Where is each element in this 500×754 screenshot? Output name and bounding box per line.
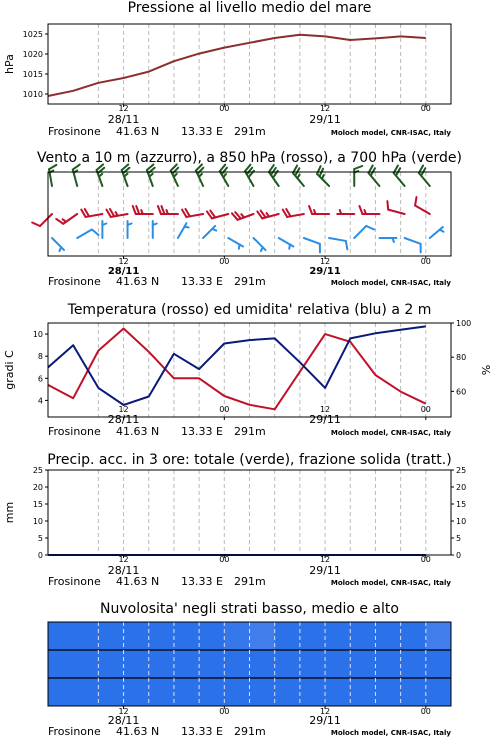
wind-barb	[52, 238, 64, 251]
cloud-cell	[199, 622, 225, 650]
location-lon: 13.33 E	[181, 575, 223, 588]
cloud-cell	[401, 622, 427, 650]
wind-barb	[158, 206, 178, 214]
cloud-cell	[98, 622, 124, 650]
cloud-cell	[325, 678, 351, 706]
wind-barb	[354, 226, 374, 238]
barb-feather	[340, 210, 342, 214]
wind-barb	[430, 227, 444, 238]
cloud-cell	[275, 678, 301, 706]
cloud-cell	[124, 678, 150, 706]
barb-feather	[297, 175, 299, 179]
cloud-cell	[300, 622, 326, 650]
barb-staff	[329, 238, 346, 241]
y-tick-label: 10	[33, 330, 43, 339]
wind-barb	[178, 223, 189, 238]
wind-barb	[122, 164, 130, 186]
wind-barb	[394, 166, 405, 186]
barb-feather	[128, 224, 132, 226]
barb-staff	[430, 227, 443, 238]
barb-feather	[364, 210, 366, 214]
barb-feather	[153, 224, 157, 226]
cloud-cell	[375, 622, 401, 650]
y-axis-label: mm	[3, 502, 16, 523]
x-tick-label: 12	[118, 555, 128, 564]
x-tick-label: 00	[421, 707, 431, 716]
wind-barb	[97, 164, 105, 186]
location-name: Frosinone	[48, 125, 101, 138]
y-tick-label: 1015	[23, 70, 43, 79]
wind-barbs-10-m	[52, 221, 443, 252]
y2-axis-label: %	[480, 365, 493, 375]
barb-feather	[320, 169, 324, 177]
wind-barbs-850-hPa	[32, 197, 430, 226]
y-tick-label: 1025	[23, 30, 43, 39]
cloud-cell	[73, 622, 99, 650]
wind-barb	[228, 238, 243, 249]
wind-barb	[203, 226, 216, 238]
y2-tick-label: 80	[456, 353, 466, 362]
credit-label: Moloch model, CNR-ISAC, Italy	[331, 279, 452, 287]
cloud-cell	[149, 678, 175, 706]
x-tick-label: 12	[320, 257, 330, 266]
location-alt: 291m	[234, 125, 266, 138]
y-tick-label: 4	[38, 396, 43, 405]
cloud-cell	[73, 678, 99, 706]
wind-barb	[317, 166, 329, 186]
barb-feather	[239, 245, 240, 249]
location-lon: 13.33 E	[181, 125, 223, 138]
date-label: 28/11	[108, 113, 140, 126]
y-tick-label: 5	[38, 534, 43, 543]
barb-feather	[102, 224, 106, 226]
x-tick-label: 00	[219, 555, 229, 564]
cloud-cell	[98, 650, 124, 678]
wind-barb	[254, 238, 266, 251]
chart-title: Vento a 10 m (azzurro), a 850 hPa (rosso), a 700 hPa (verde)	[37, 150, 462, 166]
x-tick-label: 12	[118, 257, 128, 266]
location-name: Frosinone	[48, 275, 101, 288]
y2-tick-label: 15	[456, 500, 466, 509]
barb-feather	[387, 201, 388, 210]
cloud-cell	[48, 678, 74, 706]
pressure-line	[48, 35, 426, 96]
y-tick-label: 1020	[23, 50, 43, 59]
x-tick-label: 00	[219, 257, 229, 266]
x-tick-label: 12	[118, 707, 128, 716]
wind-barb	[304, 238, 320, 252]
x-tick-label: 00	[219, 104, 229, 113]
barb-feather	[359, 206, 362, 214]
location-alt: 291m	[234, 725, 266, 738]
wind-barb	[56, 214, 77, 224]
barb-feather	[212, 229, 216, 231]
barb-staff	[254, 238, 266, 250]
cloud-cell	[250, 678, 276, 706]
y-tick-label: 25	[33, 466, 43, 475]
barb-feather	[314, 210, 316, 214]
wind-barb	[196, 164, 203, 186]
wind-barb	[128, 221, 132, 238]
wind-barb	[329, 238, 347, 249]
cloud-cell	[350, 678, 376, 706]
barb-feather	[92, 230, 99, 235]
y2-tick-label: 60	[456, 387, 466, 396]
location-alt: 291m	[234, 425, 266, 438]
location-alt: 291m	[234, 275, 266, 288]
barb-feather	[241, 214, 244, 217]
barb-feather	[346, 241, 348, 249]
barb-staff	[354, 226, 366, 238]
wind-barb	[405, 238, 421, 252]
wind-barb	[77, 230, 98, 239]
wind-barb	[269, 165, 279, 186]
barb-feather	[63, 219, 67, 221]
barb-feather	[32, 222, 40, 226]
x-tick-label: 00	[219, 405, 229, 414]
location-name: Frosinone	[48, 425, 101, 438]
cloud-cell	[325, 650, 351, 678]
wind-barb	[309, 206, 329, 214]
cloud-cell	[199, 650, 225, 678]
wind-barb	[279, 238, 294, 249]
y-tick-label: 6	[38, 374, 43, 383]
y2-tick-label: 100	[456, 319, 471, 328]
chart-title: Precip. acc. in 3 ore: totale (verde), frazione solida (tratt.)	[47, 452, 451, 468]
barb-feather	[223, 174, 226, 177]
x-tick-label: 00	[421, 555, 431, 564]
cloud-cell	[300, 678, 326, 706]
y-tick-label: 10	[33, 517, 43, 526]
barb-feather	[392, 238, 394, 242]
x-tick-label: 12	[118, 104, 128, 113]
location-lat: 41.63 N	[116, 275, 159, 288]
chart-title: Nuvolosita' negli strati basso, medio e alto	[100, 601, 399, 617]
date-label: 28/11	[108, 413, 140, 426]
barb-feather	[59, 247, 61, 251]
credit-label: Moloch model, CNR-ISAC, Italy	[331, 129, 452, 137]
barb-staff	[178, 223, 187, 238]
wind-barb	[32, 214, 52, 226]
y2-tick-label: 5	[456, 534, 461, 543]
wind-barb	[102, 221, 106, 238]
location-lon: 13.33 E	[181, 725, 223, 738]
y2-tick-label: 0	[456, 551, 461, 560]
x-tick-label: 00	[421, 257, 431, 266]
cloud-cell	[224, 622, 250, 650]
barb-feather	[322, 175, 324, 179]
wind-barb	[359, 206, 379, 214]
wind-barb	[133, 206, 153, 214]
cloud-cell	[174, 650, 200, 678]
credit-label: Moloch model, CNR-ISAC, Italy	[331, 429, 452, 437]
wind-barb	[73, 165, 80, 186]
cloud-cell	[275, 650, 301, 678]
cloud-cell	[124, 650, 150, 678]
x-tick-label: 12	[320, 405, 330, 414]
date-label: 29/11	[309, 266, 341, 277]
barb-staff	[52, 238, 64, 250]
barb-staff	[228, 238, 243, 247]
barb-staff	[405, 238, 421, 244]
barb-feather	[158, 206, 161, 214]
wind-barb	[293, 166, 304, 186]
wind-barb	[106, 209, 127, 217]
cloud-cell	[375, 650, 401, 678]
cloud-cell	[375, 678, 401, 706]
cloud-cell	[73, 650, 99, 678]
barb-feather	[309, 206, 312, 214]
date-label: 29/11	[309, 714, 341, 727]
cloud-cell	[401, 678, 427, 706]
date-label: 28/11	[108, 564, 140, 577]
wind-barb	[147, 164, 155, 186]
cloud-cell	[48, 622, 74, 650]
y-tick-label: 20	[33, 483, 43, 492]
cloud-cell	[275, 622, 301, 650]
wind-barb	[379, 238, 396, 242]
location-lat: 41.63 N	[116, 425, 159, 438]
y-tick-label: 8	[38, 352, 43, 361]
location-name: Frosinone	[48, 575, 101, 588]
x-tick-label: 00	[219, 707, 229, 716]
cloud-cell	[426, 678, 452, 706]
barb-staff	[415, 206, 430, 215]
barb-staff	[304, 238, 320, 244]
temperature-line	[48, 329, 426, 410]
location-lat: 41.63 N	[116, 575, 159, 588]
wind-barb	[49, 165, 56, 186]
wind-barb	[337, 210, 354, 214]
cloud-cell	[350, 650, 376, 678]
barb-feather	[136, 206, 139, 214]
y-axis-label: hPa	[3, 54, 16, 74]
wind-barbs-700-hPa	[49, 164, 430, 186]
cloud-cell	[401, 650, 427, 678]
barb-feather	[161, 206, 164, 214]
wind-barb	[153, 221, 157, 238]
plot-frame	[48, 24, 451, 104]
date-label: 28/11	[108, 266, 140, 277]
barb-feather	[141, 210, 143, 214]
wind-barb	[182, 209, 203, 217]
barb-feather	[133, 206, 136, 214]
cloud-cell	[224, 650, 250, 678]
barb-staff	[77, 230, 92, 239]
cloud-cell	[426, 622, 452, 650]
cloud-cell	[174, 622, 200, 650]
date-label: 28/11	[108, 714, 140, 727]
barb-feather	[289, 245, 290, 249]
x-tick-label: 12	[118, 405, 128, 414]
location-lon: 13.33 E	[181, 275, 223, 288]
barb-feather	[124, 174, 127, 177]
barb-feather	[99, 174, 102, 177]
wind-barb	[387, 201, 404, 214]
x-tick-label: 00	[421, 104, 431, 113]
wind-barb	[81, 209, 102, 217]
location-lon: 13.33 E	[181, 425, 223, 438]
cloud-cell	[350, 622, 376, 650]
y2-tick-label: 25	[456, 466, 466, 475]
cloud-cell	[250, 650, 276, 678]
wind-barb	[419, 166, 430, 186]
cloud-cell	[124, 622, 150, 650]
wind-barb	[257, 211, 278, 219]
wind-barb	[171, 164, 178, 186]
chart-title: Temperatura (rosso) ed umidita' relativa (blu) a 2 m	[67, 302, 432, 318]
y-tick-label: 1010	[23, 90, 43, 99]
barb-feather	[261, 247, 263, 251]
date-label: 29/11	[309, 413, 341, 426]
barb-feather	[184, 227, 188, 228]
barb-staff	[388, 210, 404, 214]
y2-tick-label: 10	[456, 517, 466, 526]
x-tick-label: 00	[421, 405, 431, 414]
barb-feather	[149, 174, 152, 177]
y2-tick-label: 20	[456, 483, 466, 492]
credit-label: Moloch model, CNR-ISAC, Italy	[331, 729, 452, 737]
wind-barb	[232, 212, 254, 220]
credit-label: Moloch model, CNR-ISAC, Italy	[331, 579, 452, 587]
location-name: Frosinone	[48, 725, 101, 738]
y-tick-label: 0	[38, 551, 43, 560]
barb-feather	[354, 166, 362, 169]
cloud-cell	[48, 650, 74, 678]
cloud-cell	[149, 650, 175, 678]
y-tick-label: 15	[33, 500, 43, 509]
x-tick-label: 12	[320, 555, 330, 564]
barb-feather	[317, 166, 321, 174]
cloud-cell	[325, 622, 351, 650]
wind-barb	[283, 209, 304, 217]
x-tick-label: 12	[320, 104, 330, 113]
barb-feather	[366, 226, 374, 230]
barb-feather	[440, 230, 444, 232]
cloud-cell	[149, 622, 175, 650]
cloud-cell	[300, 650, 326, 678]
chart-title: Pressione al livello medio del mare	[128, 0, 372, 16]
date-label: 29/11	[309, 564, 341, 577]
location-alt: 291m	[234, 575, 266, 588]
barb-staff	[279, 238, 294, 247]
barb-feather	[415, 197, 416, 205]
x-tick-label: 12	[320, 707, 330, 716]
cloud-cell	[250, 622, 276, 650]
cloud-cell	[98, 678, 124, 706]
barb-staff	[40, 214, 52, 226]
cloud-cell	[426, 650, 452, 678]
location-lat: 41.63 N	[116, 725, 159, 738]
cloud-cell	[199, 678, 225, 706]
wind-barb	[415, 197, 430, 214]
wind-barb	[369, 166, 380, 186]
date-label: 29/11	[309, 113, 341, 126]
barb-staff	[203, 226, 215, 238]
y-axis-label: gradi C	[3, 350, 16, 390]
cloud-cell	[174, 678, 200, 706]
location-lat: 41.63 N	[116, 125, 159, 138]
cloud-cell	[224, 678, 250, 706]
wind-barb	[207, 211, 228, 219]
barb-feather	[166, 210, 168, 214]
wind-barb	[354, 166, 362, 186]
barb-feather	[267, 213, 269, 216]
